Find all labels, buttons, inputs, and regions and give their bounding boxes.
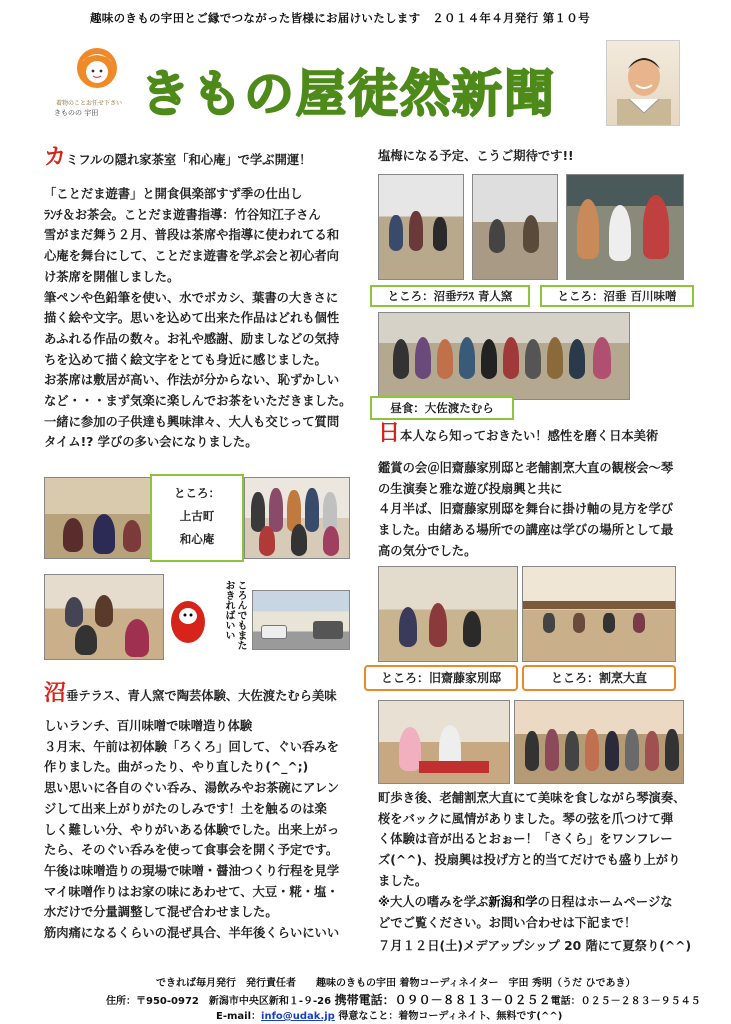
note-pre: ※大人の嗜みを学ぶ bbox=[378, 895, 489, 909]
body-line: ﾗﾝﾁ＆お茶会。ことだま遊書指導：竹谷知江子さん bbox=[44, 207, 321, 222]
logo-tagline: 着物のことお任せ下さい bbox=[56, 100, 123, 107]
photo-group-tea-room bbox=[244, 477, 350, 559]
caption-line-1: ところ： bbox=[174, 486, 220, 500]
wagaku-note bbox=[378, 892, 673, 913]
body-line: マイ味噌作りはお家の味にあわせて、大豆・糀・塩・ bbox=[44, 884, 339, 899]
caption-kamifurumachi bbox=[150, 474, 244, 562]
body-line: あふれる作品の数々。お礼や感謝、励ましなどの気持 bbox=[44, 331, 340, 346]
footer-publisher: できれば毎月発行 発行責任者 趣味のきもの宇田 着物コーディネイター 宇田 秀明（うだ ひであき） bbox=[156, 978, 636, 989]
article2-body bbox=[44, 716, 364, 944]
body-line: 町歩き後、老舗割烹大直にて美味を食しながら琴演奏、 bbox=[378, 791, 686, 805]
footer-phone: 電話：０２５－２８３－９５４５ bbox=[550, 996, 701, 1007]
logo-name: きものの 宇田 bbox=[54, 109, 99, 117]
body-line: タイム!? 学びの多い会になりました。 bbox=[44, 435, 258, 450]
body-line: 一緒に参加の子供達も興味津々、大人も交じって質問 bbox=[44, 414, 340, 429]
body-line: ちを込めて描く絵文字をとても身近に感じました。 bbox=[44, 352, 327, 367]
shop-logo bbox=[54, 40, 132, 120]
note-post: の日程はホームページな bbox=[537, 895, 673, 909]
article2-title-text: 垂テラス、青人窯で陶芸体験、大佐渡たむら美味 bbox=[66, 689, 337, 703]
caption-hyakkawa-miso: ところ：沼垂 百川味噌 bbox=[540, 285, 694, 307]
caption-kappo-onao: ところ：割烹大直 bbox=[522, 665, 676, 691]
body-line: お茶席は敷居が高い、作法が分からない、恥ずかしい bbox=[44, 373, 340, 388]
body-line: 午後は味噌造りの現場で味噌・醤油つくり行程を見学 bbox=[44, 863, 340, 878]
photo-kappo-group bbox=[514, 700, 684, 784]
caption-osado-tamura: 昼食：大佐渡たむら bbox=[370, 396, 514, 420]
calligraphy-text: ころんでもまたおきればいい bbox=[223, 580, 246, 650]
body-line: ４月半ば、旧齋藤家別邸を舞台に掛け軸の見方を学び bbox=[378, 502, 674, 517]
body-line: しく難しい分、やりがいある体験でした。出来上がっ bbox=[44, 822, 340, 837]
article1-body bbox=[44, 184, 364, 453]
body-line: 高の気分でした。 bbox=[378, 543, 477, 558]
article2-initial: 沼 bbox=[44, 681, 67, 706]
body-line: 作りました。曲がったり、やり直したり(^_^;) bbox=[44, 760, 309, 775]
body-line: ました。由緒ある場所での講座は学びの場所として最 bbox=[378, 523, 674, 538]
body-line: 心庵を舞台にして、ことだま遊書を学ぶ会と初心者向 bbox=[44, 249, 339, 264]
body-line: け茶席を開催しました。 bbox=[44, 269, 180, 284]
article1-title-text: ミフルの隠れ家茶室「和心庵」で学ぶ開運！ bbox=[66, 153, 312, 167]
photo-pottery-workshop bbox=[378, 174, 464, 280]
calligraphy-artwork bbox=[166, 574, 248, 660]
photo-pottery-wheel bbox=[472, 174, 558, 280]
caption-line-3: 和心庵 bbox=[179, 532, 215, 546]
body-line: 水だけで分量調整して混ぜ合わせました。 bbox=[44, 905, 278, 920]
body-line: しいランチ、百川味噌で味噌造り体験 bbox=[44, 719, 253, 733]
article1-initial: カ bbox=[44, 145, 67, 170]
continued-line: 塩梅になる予定、こうご期待です!! bbox=[378, 149, 574, 163]
body-line: 桜をバックに風情がありました。琴の弦を爪つけて弾 bbox=[378, 811, 674, 826]
photo-tea-ceremony bbox=[44, 574, 164, 660]
photo-saito-villa bbox=[378, 566, 518, 662]
publisher-portrait bbox=[606, 40, 680, 126]
photo-tea-room-1 bbox=[44, 477, 152, 559]
photo-saito-hall bbox=[522, 566, 676, 662]
caption-saito-villa: ところ：旧齋藤家別邸 bbox=[364, 665, 518, 691]
body-line: ました。 bbox=[378, 873, 428, 888]
article3-initial: 日 bbox=[378, 421, 401, 446]
body-line: たら、そのぐい呑みを使って食事会を開く予定です。 bbox=[44, 843, 339, 858]
issue-header-line: 趣味のきもの宇田とご縁でつながった皆様にお届けいたします ２０１４年４月発行 第１０号 bbox=[90, 11, 590, 25]
footer-mobile-label: 携帯電話： bbox=[334, 993, 395, 1007]
caption-nuttari-terrace: ところ：沼垂ﾃﾗｽ 青人窯 bbox=[370, 285, 530, 307]
body-line: 「ことだま遊書」と開食倶楽部すず季の仕出し bbox=[44, 187, 303, 201]
photo-miso-making bbox=[566, 174, 684, 280]
body-line: く体験は音が出るとおぉー！「さくら」をワンフレー bbox=[378, 832, 673, 847]
masthead-title: きもの屋徒然新聞 bbox=[140, 65, 556, 123]
photo-lunch-group bbox=[378, 312, 630, 400]
footer-mobile: ０９０－８８１３－０２５２ bbox=[394, 993, 551, 1007]
body-line: など・・・まず気楽に楽しんでお茶をいただきました。 bbox=[44, 394, 352, 409]
note-emphasis: 新潟和学 bbox=[488, 895, 538, 909]
body-line: の生演奏と雅な遊び投扇興と共に bbox=[378, 481, 563, 496]
body-line: ３月末、午前は初体験「ろくろ」回して、ぐい呑みを bbox=[44, 739, 339, 754]
article3-title-text: 本人なら知っておきたい！感性を磨く日本美術 bbox=[400, 429, 659, 443]
body-line: 雪がまだ舞う２月、普段は茶席や指導に使われてる和 bbox=[44, 228, 340, 243]
body-line: 筆ペンや色鉛筆を使い、水でボカシ、葉書の大きさに bbox=[44, 290, 339, 305]
body-line: 思い思いに各自のぐい呑み、湯飲みやお茶碗にアレン bbox=[44, 781, 340, 796]
caption-line-2: 上古町 bbox=[179, 509, 215, 523]
footer-email-label: E-mail： bbox=[216, 1011, 262, 1022]
footer-specialty: 得意なこと：着物コーディネイト、無料です(^^) bbox=[338, 1011, 563, 1022]
body-line: ズ(^^)、投扇興は投げ方と的当てだけでも盛り上がり bbox=[378, 853, 681, 868]
body-line: ジして出来上がりがたのしみです！土を触るのは楽 bbox=[44, 801, 327, 816]
article3-body bbox=[378, 458, 708, 562]
article2-title bbox=[44, 681, 364, 707]
body-line: 鑑賞の会＠旧齋藤家別邸と老舗割烹大直の観桜会～琴 bbox=[378, 461, 674, 475]
body-line: 描く絵や文字。思いを込めて出来た作品はどれも個性 bbox=[44, 311, 340, 326]
summer-festival-note: ７月１２日(土)メデアップシップ 20 階にて夏祭り(^^) bbox=[378, 939, 692, 953]
footer-email-link[interactable]: info@udak.jp bbox=[261, 1011, 335, 1022]
footer-contact bbox=[106, 991, 701, 1008]
article3-title bbox=[378, 421, 708, 447]
photo-koto-performance bbox=[378, 700, 510, 784]
wagaku-note-2: どでご覧ください。お問い合わせは下記まで！ bbox=[378, 916, 637, 930]
body-line: 筋肉痛になるくらいの混ぜ具合、半年後くらいにいい bbox=[44, 926, 340, 941]
article3-body-continued bbox=[378, 788, 708, 892]
article1-title bbox=[44, 145, 364, 171]
footer-email-line bbox=[216, 1007, 562, 1022]
footer-address: 住所：〒950-0972 新潟市中央区新和１-９-26 bbox=[106, 996, 332, 1007]
photo-street bbox=[252, 590, 350, 650]
